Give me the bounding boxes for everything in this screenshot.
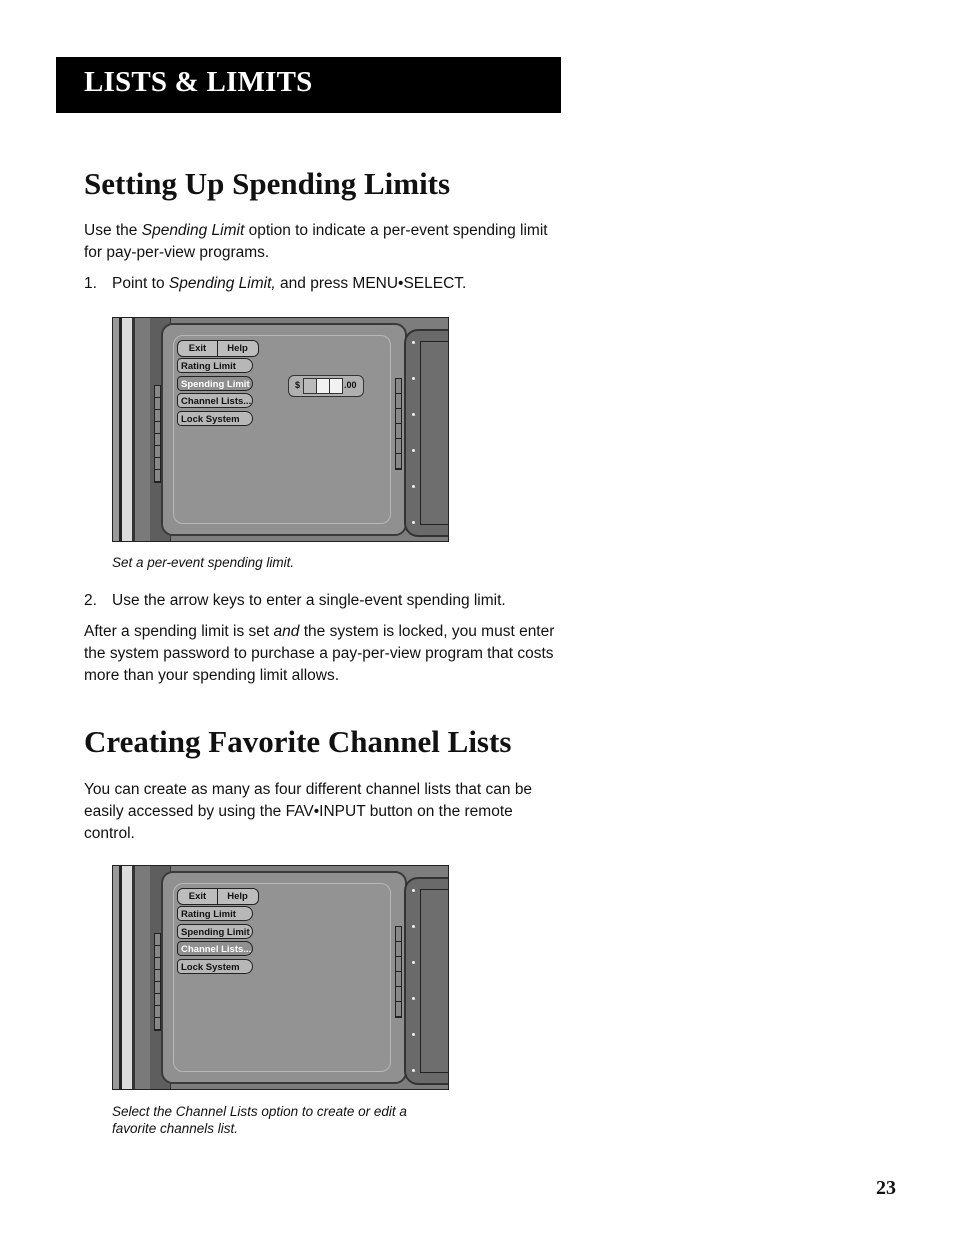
exit-button[interactable]: Exit [178,889,218,904]
spending-step-2: 2. Use the arrow keys to enter a single-event spending limit. [84,592,506,609]
menu-lock-system[interactable]: Lock System [177,411,253,426]
spending-intro: Use the Spending Limit option to indicate a per-event spending limit for pay-per-view programs. [84,222,548,261]
spending-note: After a spending limit is set and the system is locked, you must enter the system password to purchase a pay-per-view program that costs more than your spending limit allows. [84,623,555,684]
section-header-bar [56,57,561,113]
menu-channel-lists[interactable]: Channel Lists... [177,941,253,956]
menu-channel-lists[interactable]: Channel Lists... [177,393,253,408]
favorites-intro: You can create as many as four different channel lists that can be easily accessed by using the FAV•INPUT button on the remote control. [84,781,533,842]
channel-lists-screenshot [112,865,449,1090]
menu-spending-limit[interactable]: Spending Limit [177,376,253,391]
spending-limits-heading: Setting Up Spending Limits [84,166,451,201]
menu-spending-limit[interactable]: Spending Limit [177,924,253,939]
exit-help-bar [177,888,259,905]
help-button[interactable]: Help [227,343,248,354]
section-title: LISTS & LIMITS [84,66,313,98]
menu-rating-limit[interactable]: Rating Limit [177,358,253,373]
help-button[interactable]: Help [227,891,248,902]
spending-figure-caption: Set a per-event spending limit. [112,555,295,570]
spending-limit-screenshot [112,317,449,542]
page-number: 23 [876,1177,896,1199]
exit-button[interactable]: Exit [178,341,218,356]
menu-lock-system[interactable]: Lock System [177,959,253,974]
menu-rating-limit[interactable]: Rating Limit [177,906,253,921]
exit-help-bar [177,340,259,357]
spending-limit-input[interactable]: $ .00 [288,375,364,397]
spending-step-1: 1. Point to Spending Limit, and press MENU•SELECT. [84,275,467,292]
channel-lists-figure-caption: Select the Channel Lists option to create or edit a favorite channels list. [112,1104,407,1136]
favorite-lists-heading: Creating Favorite Channel Lists [84,724,512,759]
